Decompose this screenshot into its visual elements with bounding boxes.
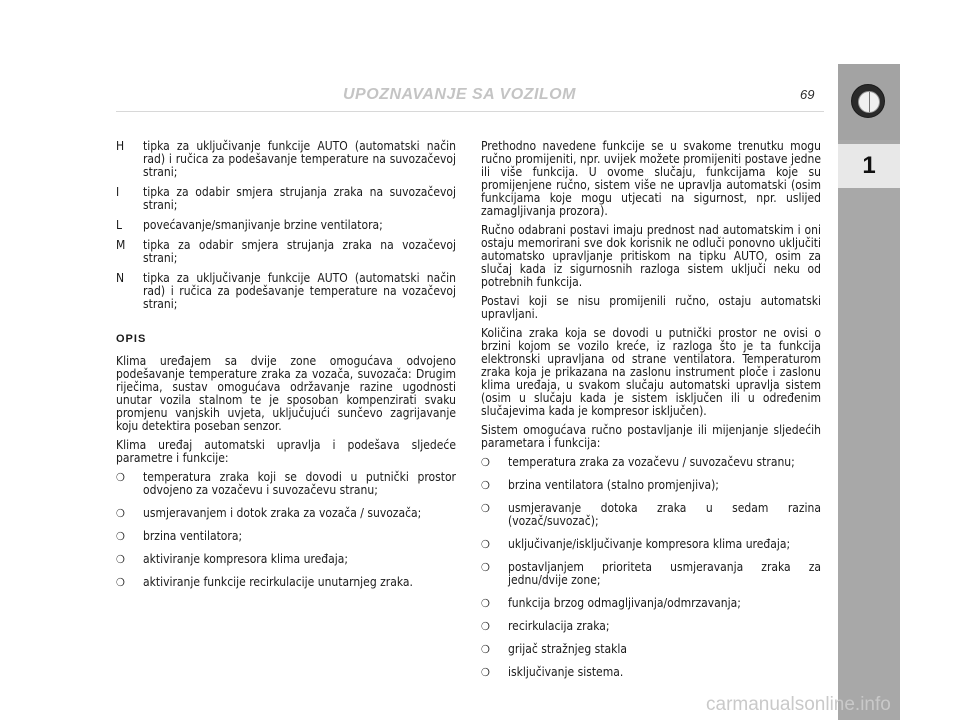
- bullet-circle-icon: ❍: [481, 666, 490, 679]
- intro-paragraph: Klima uređajem sa dvije zone omogućava odvojeno podešavanje temperature zraka za vozača, suvozača: Drugim riječima, sustav omogućava održavanje razine ugodnosti unutar vozila stalnom te je sposoban kompenzirati svaku promjenu vanjskih uvjeta, uključujući sunčevo zagrijavanje koju detektira poseban senzor.: [116, 354, 456, 433]
- list-item-text: isključivanje sistema.: [508, 665, 624, 679]
- watermark-text: carmanualsonline.info: [706, 694, 891, 715]
- legend-text: tipka za odabir smjera strujanja zraka na suvozačevoj strani;: [143, 185, 456, 212]
- list-item: [481, 538, 821, 551]
- bullet-circle-icon: ❍: [481, 479, 490, 492]
- legend-item-n: [116, 272, 456, 311]
- list-item-text: uključivanje/isključivanje kompresora klima uređaja;: [508, 537, 791, 551]
- list-item: [481, 643, 821, 656]
- legend-text: povećavanje/smanjivanje brzine ventilatora;: [143, 218, 383, 232]
- paragraph: Prethodno navedene funkcije se u svakome trenutku mogu ručno promijeniti, npr. uvijek možete promijeniti postave jedne ili više funkcija. U ovome slučaju, funkcijama koje su promijenjene ručno, sistem više ne upravlja automatski (osim funkcijama koje mogu utjecati na sigurnost, npr. uslijed zamagljivanja prozora).: [481, 139, 821, 218]
- list-item-text: temperatura zraka koji se dovodi u putnički prostor odvojeno za vozačevu i suvozačevu stranu;: [143, 470, 456, 497]
- right-column: [481, 140, 821, 689]
- logo-box: [838, 64, 900, 140]
- page-header: [0, 78, 838, 114]
- bullet-circle-icon: ❍: [116, 576, 125, 589]
- list-item: [116, 471, 456, 497]
- legend-item-m: [116, 239, 456, 265]
- bullet-circle-icon: ❍: [481, 561, 490, 574]
- list-item: [481, 597, 821, 610]
- list-item: [481, 561, 821, 587]
- bullet-circle-icon: ❍: [481, 643, 490, 656]
- list-item-text: usmjeravanje dotoka zraka u sedam razina (vozač/suvozač);: [508, 501, 821, 528]
- legend-item-i: [116, 186, 456, 212]
- paragraph: Postavi koji se nisu promijenili ručno, ostaju automatski upravljani.: [481, 294, 821, 321]
- list-item-text: brzina ventilatora;: [143, 529, 243, 543]
- bullet-circle-icon: ❍: [481, 502, 490, 515]
- legend-letter: H: [116, 139, 125, 153]
- paragraph: Količina zraka koja se dovodi u putnički prostor ne ovisi o brzini kojom se vozilo kreće, iz razloga što je ta funkcija elektronski upravljana od strane ventilatora. Temperaturom zraka koja je prikazana na zaslonu instrument ploče i zaslonu klima uređaja, u svakom slučaju automatski upravlja sistem (osim u slučaju kada je sistem isključen ili u određenim slučajevima kada je kompresor isključen).: [481, 326, 821, 418]
- list-item-text: brzina ventilatora (stalno promjenjiva);: [508, 478, 719, 492]
- side-tab-band: [838, 64, 900, 720]
- bullet-circle-icon: ❍: [481, 456, 490, 469]
- bullet-circle-icon: ❍: [116, 553, 125, 566]
- list-item-text: recirkulacija zraka;: [508, 619, 610, 633]
- chapter-header-title: UPOZNAVANJE SA VOZILOM: [343, 86, 576, 103]
- list-item-text: usmjeravanjem i dotok zraka za vozača / suvozača;: [143, 506, 422, 520]
- header-divider: [116, 111, 824, 112]
- bullet-circle-icon: ❍: [481, 597, 490, 610]
- bullet-circle-icon: ❍: [116, 507, 125, 520]
- list-item-text: grijač stražnjeg stakla: [508, 642, 627, 656]
- paragraph: Ručno odabrani postavi imaju prednost nad automatskim i oni ostaju memorirani sve dok korisnik ne odluči ponovno uključiti automatsko upravljanje pritiskom na tipku AUTO, osim za slučaj kada iz sigurnosnih razloga sistem uključi neku od potrebnih funkcija.: [481, 223, 821, 289]
- bullet-circle-icon: ❍: [116, 530, 125, 543]
- legend-item-h: [116, 140, 456, 179]
- legend-letter: N: [116, 271, 125, 285]
- page-number: 69: [800, 87, 815, 102]
- list-item: [116, 530, 456, 543]
- list-item-text: aktiviranje funkcije recirkulacije unutarnjeg zraka.: [143, 575, 413, 589]
- alfa-romeo-logo-icon: [851, 84, 885, 118]
- paragraph: Sistem omogućava ručno postavljanje ili mijenjanje sljedećih parametara i funkcija:: [481, 423, 821, 450]
- list-item: [116, 507, 456, 520]
- legend-letter: L: [116, 218, 123, 232]
- bullet-circle-icon: ❍: [481, 538, 490, 551]
- bullet-circle-icon: ❍: [481, 620, 490, 633]
- list-item: [481, 620, 821, 633]
- params-intro-paragraph: Klima uređaj automatski upravlja i podešava sljedeće parametre i funkcije:: [116, 438, 456, 465]
- legend-letter: M: [116, 238, 126, 252]
- legend-text: tipka za uključivanje funkcije AUTO (automatski način rad) i ručica za podešavanje temperature na vozačevoj strani;: [143, 271, 456, 311]
- section-title: OPIS: [116, 333, 147, 345]
- legend-text: tipka za uključivanje funkcije AUTO (automatski način rad) i ručica za podešavanje temperature na suvozačevoj strani;: [143, 139, 456, 179]
- list-item: [116, 576, 456, 589]
- list-item: [481, 502, 821, 528]
- list-item-text: funkcija brzog odmagljivanja/odmrzavanja;: [508, 596, 741, 610]
- legend-letter: I: [116, 185, 120, 199]
- list-item: [481, 666, 821, 679]
- bullet-circle-icon: ❍: [116, 471, 125, 484]
- legend-item-l: [116, 219, 456, 232]
- list-item-text: aktiviranje kompresora klima uređaja;: [143, 552, 348, 566]
- legend-text: tipka za odabir smjera strujanja zraka na vozačevoj strani;: [143, 238, 456, 265]
- chapter-tab: [838, 144, 900, 188]
- list-item-text: temperatura zraka za vozačevu / suvozačevu stranu;: [508, 455, 795, 469]
- list-item-text: postavljanjem prioriteta usmjeravanja zraka za jednu/dvije zone;: [508, 560, 821, 587]
- left-column: [116, 140, 456, 599]
- list-item: [116, 553, 456, 566]
- list-item: [481, 456, 821, 469]
- chapter-number: 1: [862, 152, 876, 179]
- list-item: [481, 479, 821, 492]
